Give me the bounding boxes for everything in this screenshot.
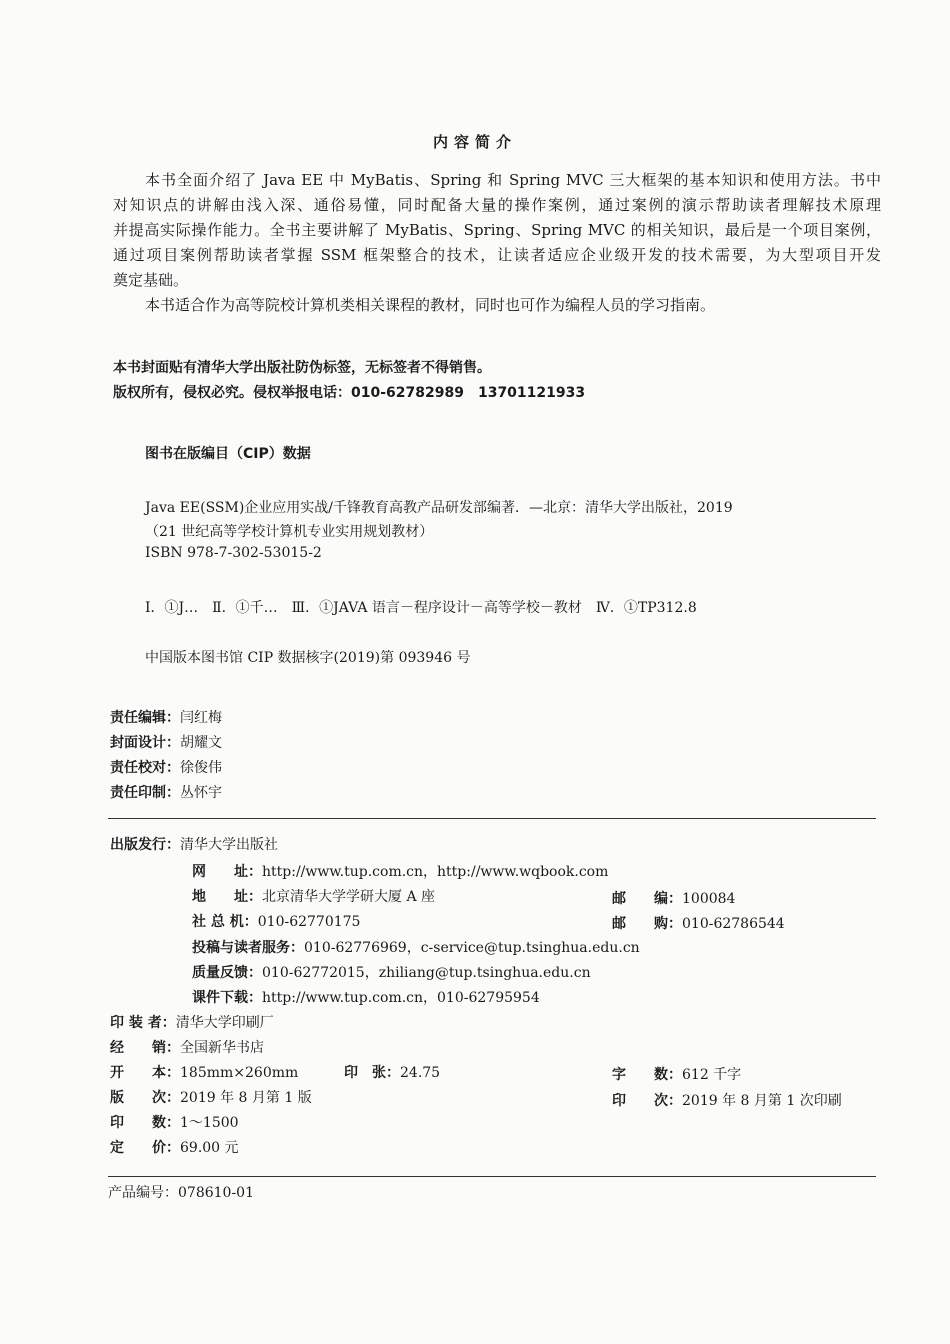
summary-line: 对知识点的讲解由浅入深、通俗易懂，同时配备大量的操作案例，通过案例的演示帮助读者理解技术原理 bbox=[113, 196, 881, 214]
printer-value: 清华大学印刷厂 bbox=[175, 1015, 274, 1031]
staff-value: 徐俊伟 bbox=[180, 760, 222, 776]
postcode-value: 100084 bbox=[682, 891, 736, 907]
sheets-label: 印 张： bbox=[344, 1065, 400, 1081]
website-label: 网 址： bbox=[192, 864, 262, 880]
mailorder-label: 邮 购： bbox=[612, 916, 682, 932]
printing-row bbox=[612, 1090, 842, 1110]
price-value: 69.00 元 bbox=[180, 1140, 239, 1156]
edition-value: 2019 年 8 月第 1 版 bbox=[180, 1090, 312, 1106]
reader-service-value: 010-62776969，c-service@tup.tsinghua.edu.cn bbox=[304, 940, 640, 956]
anticounterfeit-notice: 本书封面贴有清华大学出版社防伪标签，无标签者不得销售。 bbox=[113, 360, 491, 376]
cip-line: Java EE(SSM)企业应用实战/千锋教育高教产品研发部编著．—北京：清华大学出版社，2019 bbox=[145, 500, 733, 516]
reader-service-label: 投稿与读者服务： bbox=[192, 940, 304, 956]
divider bbox=[108, 1176, 876, 1177]
publisher-label: 出版发行： bbox=[110, 837, 180, 853]
staff-label: 责任编辑： bbox=[110, 710, 180, 726]
address-row bbox=[192, 886, 435, 906]
printer-label: 印 装 者： bbox=[110, 1015, 176, 1031]
postcode-row bbox=[612, 888, 735, 908]
publisher-row bbox=[110, 834, 278, 854]
word-count-row bbox=[612, 1064, 741, 1084]
staff-value: 丛怀宇 bbox=[180, 785, 222, 801]
price-label: 定 价： bbox=[110, 1140, 180, 1156]
website-value: http://www.tup.com.cn，http://www.wqbook.com bbox=[262, 864, 609, 880]
product-code-row bbox=[108, 1182, 254, 1202]
mailorder-row bbox=[612, 913, 785, 933]
staff-value: 胡耀文 bbox=[180, 735, 222, 751]
address-label: 地 址： bbox=[192, 889, 262, 905]
copies-value: 1～1500 bbox=[180, 1115, 239, 1131]
staff-row bbox=[110, 782, 222, 802]
sheets-value: 24.75 bbox=[400, 1065, 441, 1081]
staff-row bbox=[110, 757, 222, 777]
cip-heading: 图书在版编目（CIP）数据 bbox=[145, 446, 311, 462]
word-count-label: 字 数： bbox=[612, 1067, 682, 1083]
download-row bbox=[192, 987, 540, 1007]
address-value: 北京清华大学学研大厦 A 座 bbox=[262, 889, 436, 905]
edition-label: 版 次： bbox=[110, 1090, 180, 1106]
staff-label: 封面设计： bbox=[110, 735, 180, 751]
cip-classification: Ⅰ．①J… Ⅱ．①千… Ⅲ．①JAVA 语言－程序设计－高等学校－教材 Ⅳ．①TP312.8 bbox=[145, 600, 697, 616]
summary-paragraph: 本书适合作为高等院校计算机类相关课程的教材，同时也可作为编程人员的学习指南。 bbox=[145, 296, 716, 314]
sheets-row bbox=[344, 1062, 440, 1082]
printing-value: 2019 年 8 月第 1 次印刷 bbox=[682, 1093, 842, 1109]
download-value: http://www.tup.com.cn，010-62795954 bbox=[262, 990, 540, 1006]
printer-row bbox=[110, 1012, 274, 1032]
staff-value: 闫红梅 bbox=[180, 710, 222, 726]
format-value: 185mm×260mm bbox=[180, 1065, 299, 1081]
cip-line: （21 世纪高等学校计算机专业实用规划教材） bbox=[145, 524, 434, 540]
postcode-label: 邮 编： bbox=[612, 891, 682, 907]
edition-row bbox=[110, 1087, 312, 1107]
copies-row bbox=[110, 1112, 239, 1132]
summary-line: 通过项目案例帮助读者掌握 SSM 框架整合的技术，让读者适应企业级开发的技术需要，为大型项目开发 bbox=[113, 246, 881, 264]
staff-label: 责任印制： bbox=[110, 785, 180, 801]
cip-library-number: 中国版本图书馆 CIP 数据核字(2019)第 093946 号 bbox=[145, 650, 471, 666]
distributor-label: 经 销： bbox=[110, 1040, 180, 1056]
download-label: 课件下载： bbox=[192, 990, 262, 1006]
summary-heading: 内容简介 bbox=[432, 133, 517, 151]
word-count-value: 612 千字 bbox=[682, 1067, 742, 1083]
summary-line: 本书全面介绍了 Java EE 中 MyBatis、Spring 和 Spring MVC 三大框架的基本知识和使用方法。书中 bbox=[145, 171, 881, 189]
staff-row bbox=[110, 732, 222, 752]
staff-label: 责任校对： bbox=[110, 760, 180, 776]
feedback-value: 010-62772015，zhiliang@tup.tsinghua.edu.cn bbox=[262, 965, 591, 981]
product-code-value: 078610-01 bbox=[178, 1185, 254, 1201]
product-code-label: 产品编号： bbox=[108, 1185, 178, 1201]
feedback-label: 质量反馈： bbox=[192, 965, 262, 981]
publisher-value: 清华大学出版社 bbox=[180, 837, 278, 853]
website-row bbox=[192, 861, 608, 881]
copies-label: 印 数： bbox=[110, 1115, 180, 1131]
switchboard-value: 010-62770175 bbox=[257, 914, 361, 930]
staff-row bbox=[110, 707, 222, 727]
mailorder-value: 010-62786544 bbox=[682, 916, 785, 932]
format-row bbox=[110, 1062, 298, 1082]
price-row bbox=[110, 1137, 239, 1157]
divider bbox=[108, 818, 876, 819]
feedback-row bbox=[192, 962, 591, 982]
switchboard-row bbox=[192, 911, 360, 931]
summary-line: 奠定基础。 bbox=[113, 271, 189, 289]
switchboard-label: 社 总 机： bbox=[192, 914, 258, 930]
cip-isbn: ISBN 978-7-302-53015-2 bbox=[145, 545, 322, 561]
reader-service-row bbox=[192, 937, 640, 957]
distributor-row bbox=[110, 1037, 264, 1057]
format-label: 开 本： bbox=[110, 1065, 180, 1081]
copyright-notice: 版权所有，侵权必究。侵权举报电话：010-62782989 13701121933 bbox=[113, 385, 586, 401]
summary-line: 并提高实际操作能力。全书主要讲解了 MyBatis、Spring、Spring MVC 的相关知识，最后是一个项目案例， bbox=[113, 221, 881, 239]
printing-label: 印 次： bbox=[612, 1093, 682, 1109]
distributor-value: 全国新华书店 bbox=[180, 1040, 264, 1056]
